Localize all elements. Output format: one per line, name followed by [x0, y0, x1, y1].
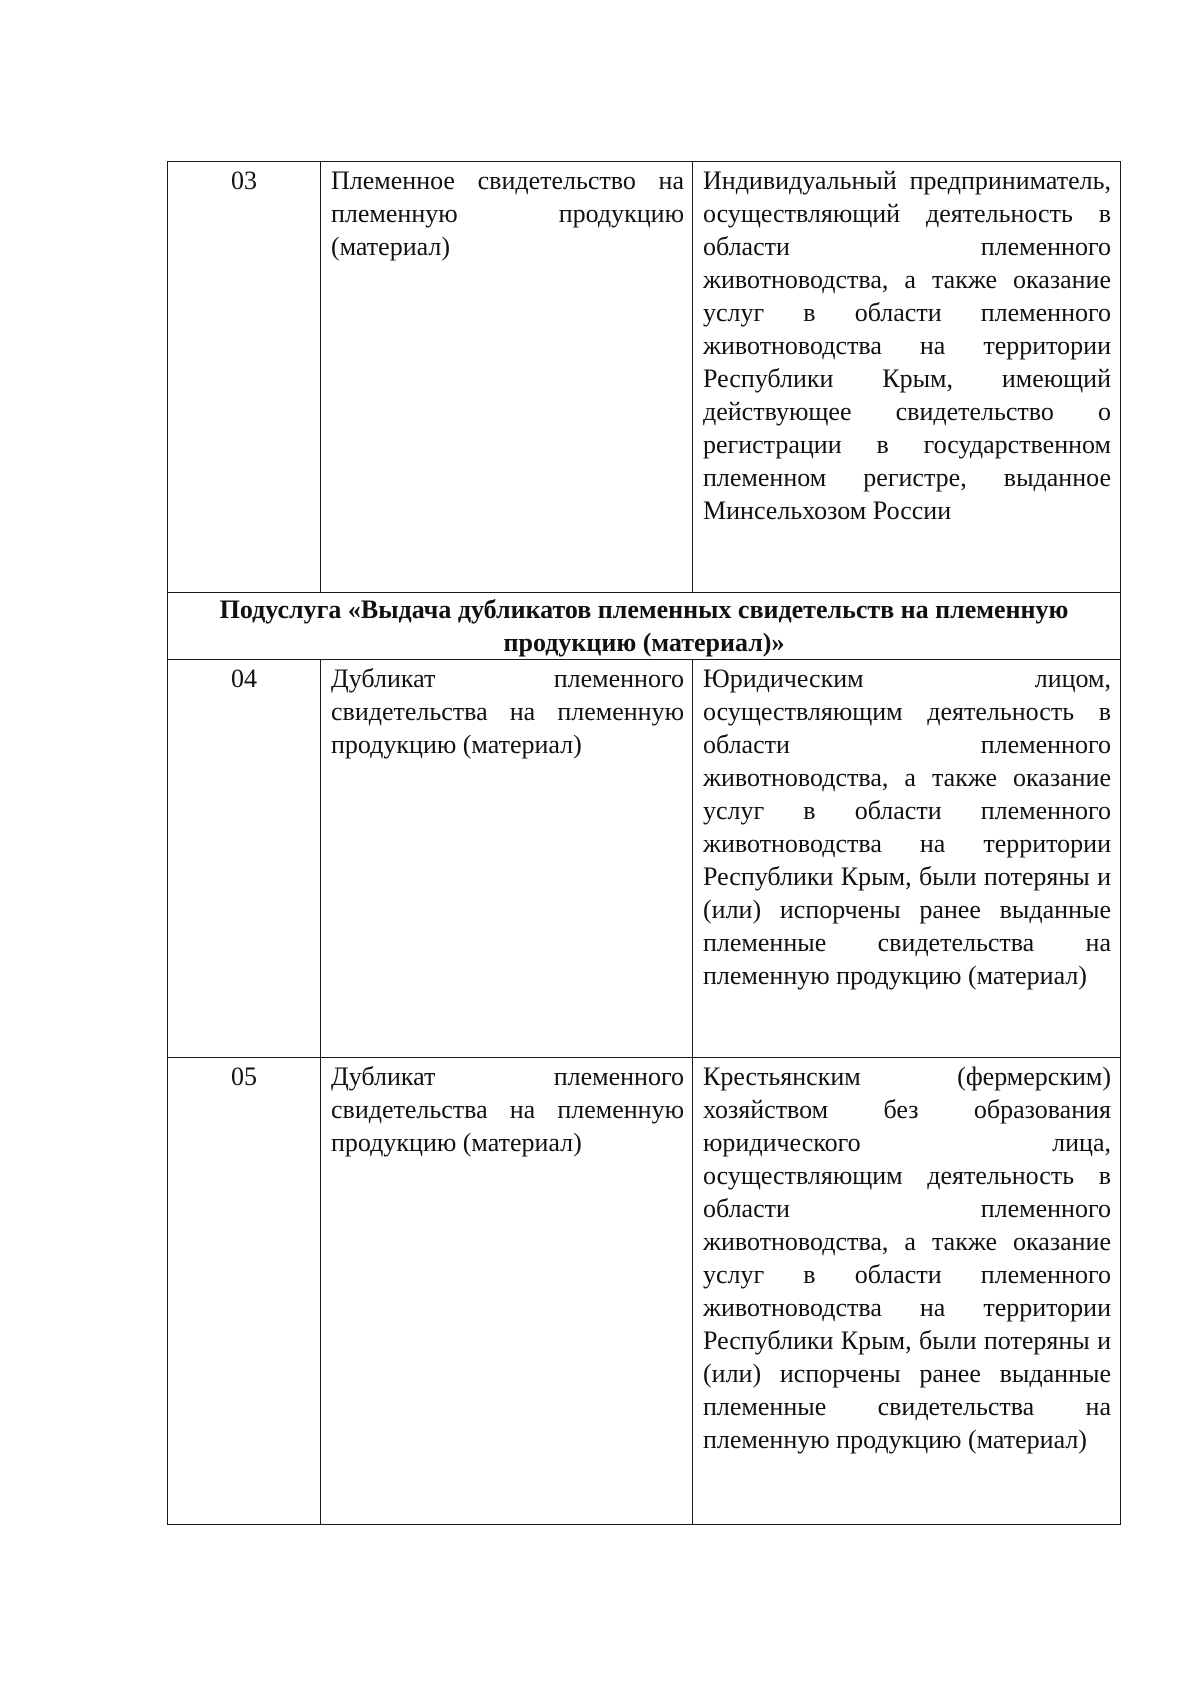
row-number: 04	[168, 660, 321, 1058]
table-row	[168, 1058, 1121, 1525]
applicant-description: Юридическим лицом, осуществляющим деятельность в области племенного животноводства, а также оказание услуг в области племенного животноводства на территории Республики Крым, были потеряны и (или) испорчены ранее выданные племенные свидетельства на племенную продукцию (материал)	[693, 660, 1121, 1058]
row-number: 03	[168, 162, 321, 593]
section-heading: Подуслуга «Выдача дубликатов племенных свидетельств на племенную продукцию (материал)»	[168, 593, 1121, 660]
document-name: Дубликат племенного свидетельства на племенную продукцию (материал)	[321, 660, 693, 1058]
table-row	[168, 162, 1121, 593]
row-number: 05	[168, 1058, 321, 1525]
document-name: Дубликат племенного свидетельства на племенную продукцию (материал)	[321, 1058, 693, 1525]
services-table	[167, 161, 1121, 1525]
applicant-description: Крестьянским (фермерским) хозяйством без образования юридического лица, осуществляющим деятельность в области племенного животноводства, а также оказание услуг в области племенного животноводства на территории Республики Крым, были потеряны и (или) испорчены ранее выданные племенные свидетельства на племенную продукцию (материал)	[693, 1058, 1121, 1525]
document-name: Племенное свидетельство на племенную продукцию (материал)	[321, 162, 693, 593]
applicant-description: Индивидуальный предприниматель, осуществляющий деятельность в области племенного животноводства, а также оказание услуг в области племенного животноводства на территории Республики Крым, имеющий действующее свидетельство о регистрации в государственном племенном регистре, выданное Минсельхозом России	[693, 162, 1121, 593]
section-heading-row	[168, 593, 1121, 660]
table-row	[168, 660, 1121, 1058]
